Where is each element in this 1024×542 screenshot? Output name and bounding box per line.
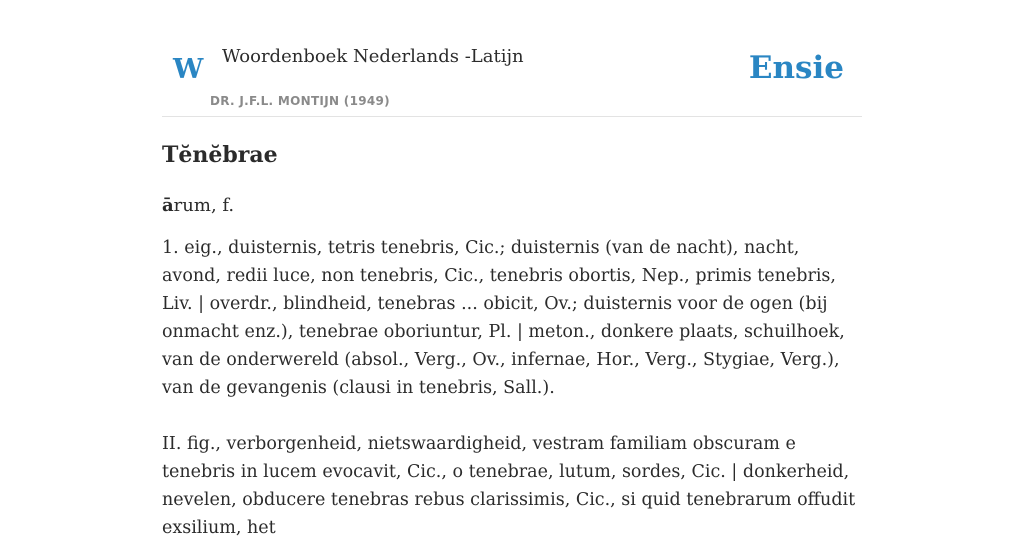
- headword-part: ĕ: [178, 142, 193, 168]
- headword-part: ĕ: [208, 142, 223, 168]
- entry-sense-2: II. fig., verborgenheid, nietswaardigheid, vestram familiam obscuram e tenebris in lucem evocavit, Cic., o tenebrae, lutum, sordes, Cic. | donkerheid, nevelen, obducere tenebras rebus clarissimis, Cic., si quid tenebrarum offudit exsilium, het: [162, 434, 856, 538]
- entry-sense-1: 1. eig., duisternis, tetris tenebris, Cic.; duisternis (van de nacht), nacht, avond, redii luce, non tenebris, Cic., tenebris obortis, Nep., primis tenebris, Liv. | overdr., blindheid, tenebras ... obicit, Ov.; duisternis voor de ogen (bij onmacht enz.), tenebrae oboriuntur, Pl. | meton., donkere plaats, schuilhoek, van de onderwereld (absol., Verg., Ov., infernae, Hor., Verg., Stygiae, Verg.), van de gevangenis (clausi in tenebris, Sall.).: [162, 238, 845, 398]
- entry-content: [162, 138, 862, 542]
- dictionary-logo[interactable]: W: [173, 54, 204, 85]
- dictionary-title[interactable]: Woordenboek Nederlands -Latijn: [222, 46, 524, 67]
- grammar-bold: ā: [162, 195, 174, 216]
- dictionary-header: [162, 0, 862, 117]
- entry-grammar: [162, 190, 862, 222]
- ensie-logo-link[interactable]: Ensie: [748, 50, 844, 86]
- headword-part: brae: [222, 142, 278, 168]
- entry-headword: [162, 138, 862, 172]
- grammar-rest: rum, f.: [173, 195, 235, 216]
- dictionary-author: DR. J.F.L. MONTIJN (1949): [210, 94, 390, 108]
- headword-part: n: [192, 142, 209, 168]
- headword-part: T: [162, 142, 179, 168]
